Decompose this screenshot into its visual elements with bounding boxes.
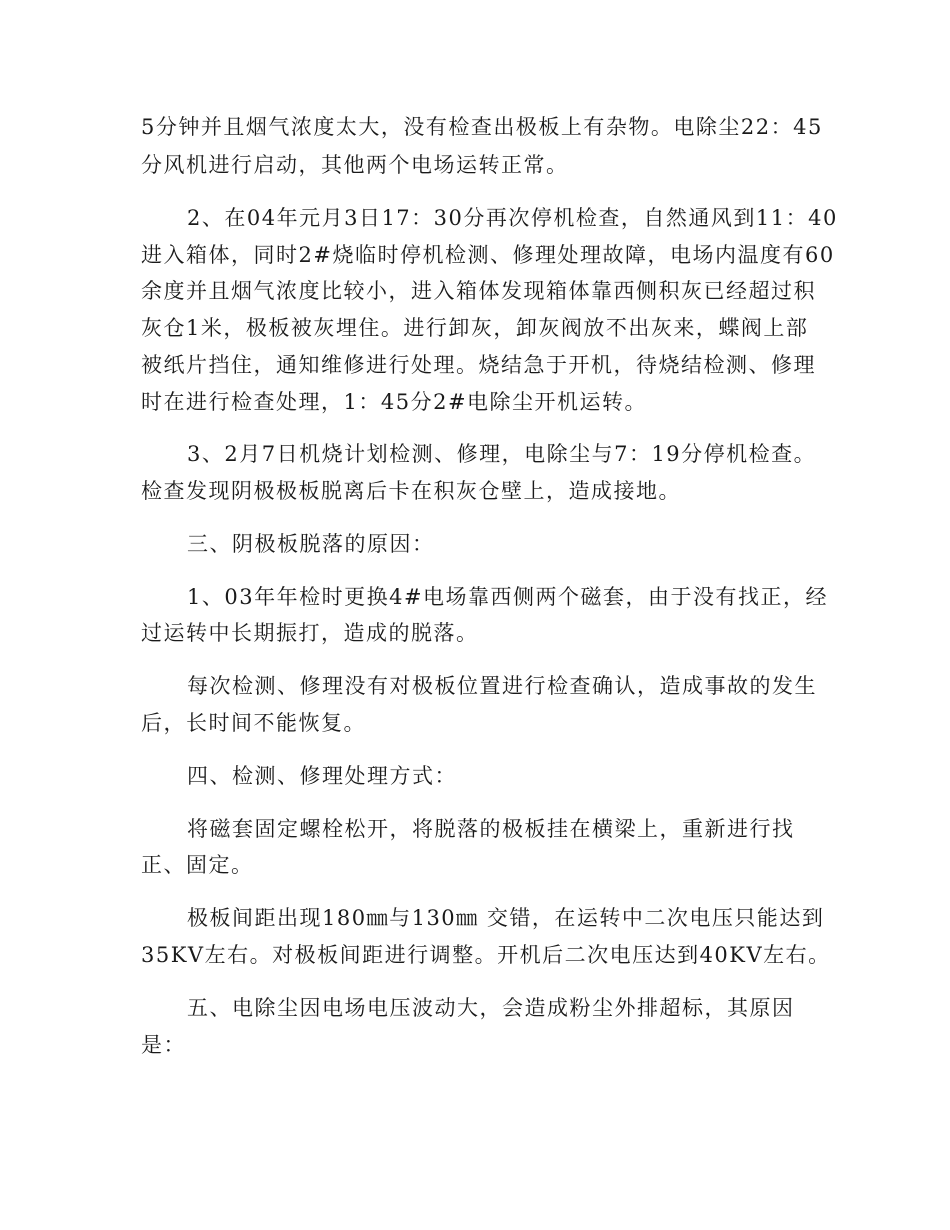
text-line: 5分钟并且烟气浓度太大，没有检查出极板上有杂物。电除尘22：45 — [141, 115, 823, 139]
text-line: 后，长时间不能恢复。 — [141, 711, 366, 735]
section-heading: 四、检测、修理处理方式： — [187, 764, 457, 788]
text-line: 灰仓1米，极板被灰埋住。进行卸灰，卸灰阀放不出灰来，蝶阀上部 — [141, 316, 809, 340]
text-line: 极板间距出现180㎜与130㎜ 交错，在运转中二次电压只能达到 — [187, 906, 825, 930]
text-line: 3、2月7日机烧计划检测、修理，电除尘与7：19分停机检查。 — [187, 442, 817, 466]
section-heading: 五、电除尘因电场电压波动大，会造成粉尘外排超标，其原因 — [187, 996, 795, 1020]
section-heading: 三、阴极板脱落的原因： — [187, 532, 435, 556]
text-line: 过运转中长期振打，造成的脱落。 — [141, 621, 479, 645]
text-line: 分风机进行启动，其他两个电场运转正常。 — [141, 153, 569, 177]
text-line: 35KV左右。对极板间距进行调整。开机后二次电压达到40KV左右。 — [141, 943, 831, 967]
text-line: 每次检测、修理没有对极板位置进行检查确认，造成事故的发生 — [187, 674, 817, 698]
text-line: 正、固定。 — [141, 853, 254, 877]
text-line: 2、在04年元月3日17：30分再次停机检查，自然通风到11：40 — [187, 206, 838, 230]
text-line: 被纸片挡住，通知维修进行处理。烧结急于开机，待烧结检测、修理 — [141, 353, 816, 377]
text-line: 时在进行检查处理，1：45分2#电除尘开机运转。 — [141, 390, 648, 414]
text-line: 检查发现阴极极板脱离后卡在积灰仓壁上，造成接地。 — [141, 479, 681, 503]
text-line: 将磁套固定螺栓松开，将脱落的极板挂在横梁上，重新进行找 — [187, 817, 795, 841]
text-line: 余度并且烟气浓度比较小，进入箱体发现箱体靠西侧积灰已经超过积 — [141, 279, 816, 303]
text-line: 1、03年年检时更换4#电场靠西侧两个磁套，由于没有找正，经 — [187, 585, 829, 609]
text-line: 是： — [141, 1033, 186, 1057]
text-line: 进入箱体，同时2#烧临时停机检测、修理处理故障，电场内温度有60 — [141, 243, 835, 267]
